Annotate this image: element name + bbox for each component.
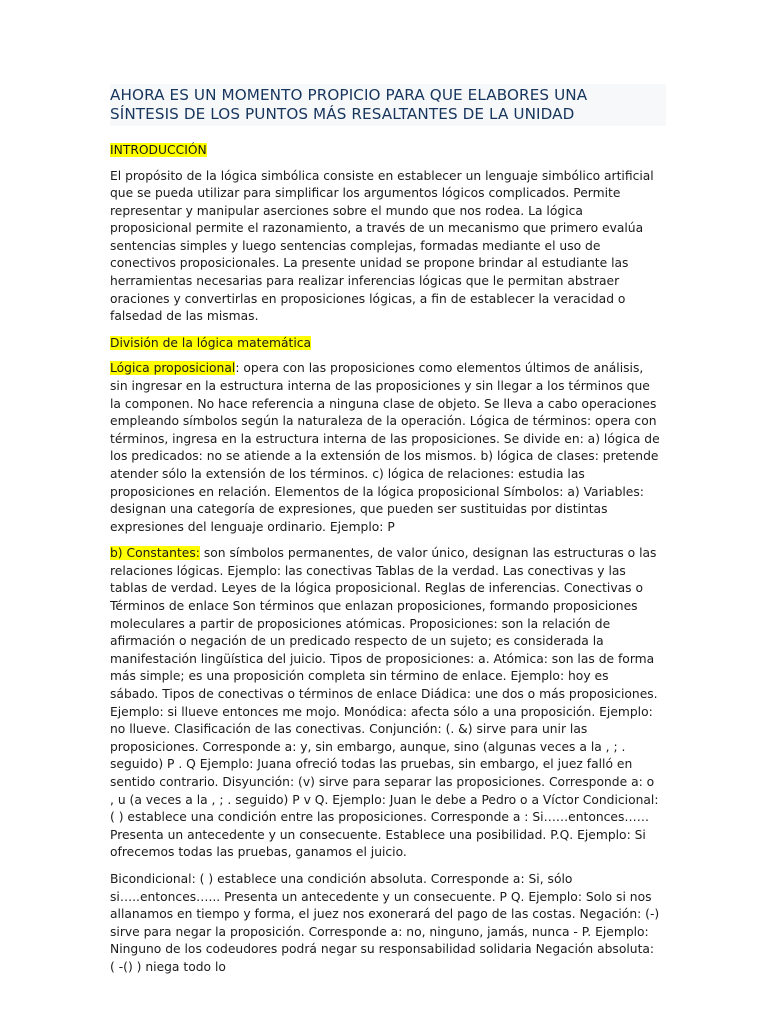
logica-proposicional-paragraph [110,360,660,536]
logica-proposicional-text: : opera con las proposiciones como elementos últimos de análisis, sin ingresar en la estructura interna de las proposiciones y sin llegar a los términos que la componen. No hace referencia a ninguna clase de objeto. Se lleva a cabo operaciones empleando símbolos según la naturaleza de la operación. Lógica de términos: opera con términos, ingresa en la estructura interna de las proposiciones. Se divide en: a) lógica de los predicados: no se atiende a la extensión de los mismos. b) lógica de clases: pretende atender sólo la extensión de los términos. c) lógica de relaciones: estudia las proposiciones en relación. Elementos de la lógica proposicional Símbolos: a) Variables: designan una categoría de expresiones, que pueden ser sustituidas por distintas expresiones del lenguaje ordinario. Ejemplo: P [110,361,660,534]
intro-heading-text: INTRODUCCIÓN [110,143,207,157]
constantes-label: b) Constantes: [110,546,200,561]
title-line-2: SÍNTESIS DE LOS PUNTOS MÁS RESALTANTES DE LA UNIDAD [110,105,575,123]
constantes-paragraph [110,545,660,862]
intro-heading [110,142,660,160]
title-line-1: AHORA ES UN MOMENTO PROPICIO PARA QUE ELABORES UNA [110,86,588,104]
constantes-text: son símbolos permanentes, de valor único, designan las estructuras o las relaciones lógicas. Ejemplo: las conectivas Tablas de la verdad. Las conectivas y las tablas de verdad. Leyes de la lógica proposicional. Reglas de inferencias. Conectivas o Términos de enlace Son términos que enlazan proposiciones, formando proposiciones moleculares a partir de proposiciones atómicas. Proposiciones: son la relación de afirmación o negación de un predicado respecto de un sujeto; es considerada la manifestación lingüística del juicio. Tipos de proposiciones: a. Atómica: son las de forma más simple; es una proposición completa sin término de enlace. Ejemplo: hoy es sábado. Tipos de conectivas o términos de enlace Diádica: une dos o más proposiciones. Ejemplo: si llueve entonces me mojo. Monódica: afecta sólo a una proposición. Ejemplo: no llueve. Clasificación de las conectivas. Conjunción: (. &) sirve para unir las proposiciones. Corresponde a: y, sin embargo, aunque, sino (algunas veces a la , ; . seguido) P . Q Ejemplo: Juana ofreció todas las pruebas, sin embargo, el juez falló en sentido contrario. Disyunción: (v) sirve para separar las proposiciones. Corresponde a: o , u (a veces a la , ; . seguido) P v Q. Ejemplo: Juan le debe a Pedro o a Víctor Condicional: ( ) establece una condición entre las proposiciones. Corresponde a : Si……entonces…… Presenta un antecedente y un consecuente. Establece una posibilidad. P.Q. Ejemplo: Si ofrecemos todas las pruebas, ganamos el juicio. [110,546,659,860]
document-title [110,86,662,124]
bicondicional-paragraph: Bicondicional: ( ) establece una condición absoluta. Corresponde a: Si, sólo si…..entonces…... Presenta un antecedente y un consecuente. P Q. Ejemplo: Solo si nos allanamos en tiempo y forma, el juez nos exonerará del pago de las costas. Negación: (-) sirve para negar la proposición. Corresponde a: no, ninguno, jamás, nunca - P. Ejemplo: Ninguno de los codeudores podrá negar su responsabilidad solidaria Negación absoluta: ( -() ) niega todo lo [110,871,660,974]
division-heading-text: División de la lógica matemática [110,335,312,350]
logica-proposicional-label: Lógica proposicional [110,361,236,376]
division-heading [110,335,660,353]
intro-paragraph: El propósito de la lógica simbólica consiste en establecer un lenguaje simbólico artificial que se pueda utilizar para simplificar los argumentos lógicos complicados. Permite representar y manipular aserciones sobre el mundo que nos rodea. La lógica proposicional permite el razonamiento, a través de un mecanismo que primero evalúa sentencias simples y luego sentencias complejas, formadas mediante el uso de conectivos proposicionales. La presente unidad se propone brindar al estudiante las herramientas necesarias para realizar inferencias lógicas que le permitan abstraer oraciones y convertirlas en proposiciones lógicas, a fin de establecer la veracidad o falsedad de las mismas. [110,168,654,324]
document-title-block [110,84,666,126]
